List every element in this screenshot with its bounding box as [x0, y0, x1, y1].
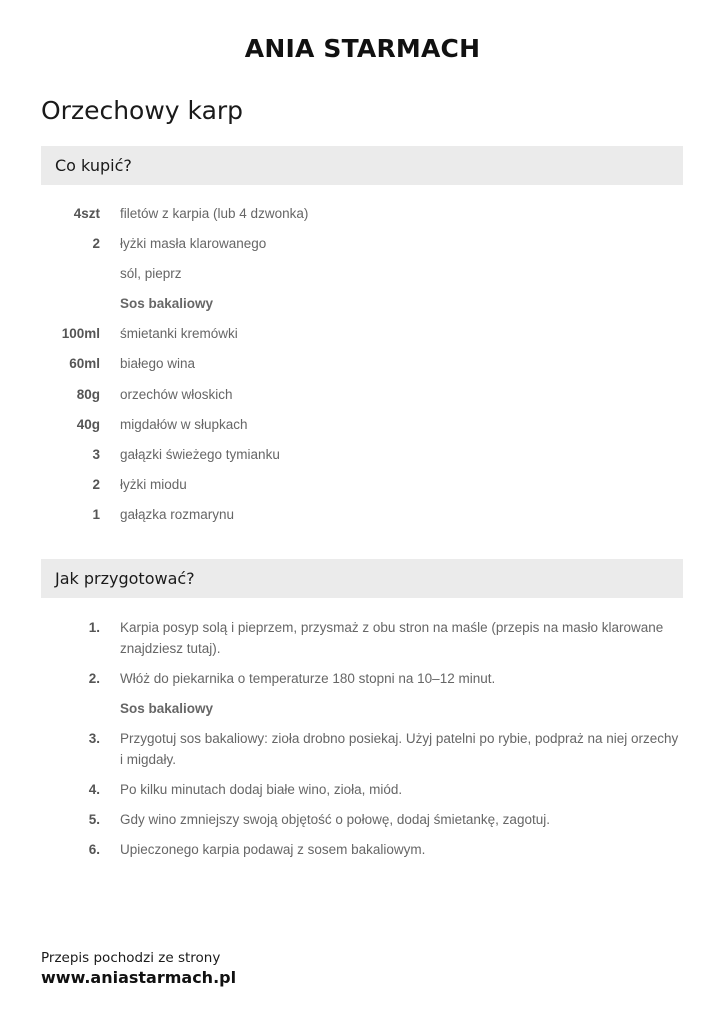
step-text: Przygotuj sos bakaliowy: zioła drobno posiekaj. Użyj patelni po rybie, podpraż na niej orzechy i migdały.	[120, 731, 679, 767]
step-item	[41, 779, 683, 800]
ingredient-name: filetów z karpia (lub 4 dzwonka)	[120, 206, 309, 221]
step-text: Sos bakaliowy	[120, 701, 214, 716]
ingredient-quantity: 60ml	[69, 356, 100, 372]
ingredient-name: sól, pieprz	[120, 266, 182, 282]
ingredient-item	[41, 380, 683, 410]
ingredient-item	[41, 229, 683, 259]
ingredient-item	[41, 410, 683, 440]
step-text: Gdy wino zmniejszy swoją objętość o połowę, dodaj śmietankę, zagotuj.	[120, 812, 550, 827]
preparation-section-header: Jak przygotować?	[41, 559, 683, 598]
ingredient-quantity: 100ml	[61, 326, 100, 342]
ingredient-item	[41, 500, 683, 530]
step-number: 2.	[88, 671, 100, 686]
step-item	[41, 668, 683, 689]
preparation-steps-list	[41, 617, 683, 869]
ingredient-name: białego wina	[120, 356, 196, 372]
footer-source-label: Przepis pochodzi ze strony	[41, 950, 221, 966]
ingredient-item	[41, 199, 683, 229]
ingredient-list	[41, 199, 683, 530]
ingredient-name: śmietanki kremówki	[120, 326, 238, 342]
ingredient-name: migdałów w słupkach	[120, 416, 248, 432]
step-item	[41, 728, 683, 770]
ingredient-item	[41, 470, 683, 500]
ingredient-name: Sos bakaliowy	[120, 296, 214, 312]
ingredient-name: łyżki masła klarowanego	[120, 236, 267, 252]
ingredient-quantity: 2	[92, 236, 100, 252]
ingredient-name: gałązki świeżego tymianku	[120, 446, 280, 462]
ingredient-quantity: 80g	[76, 386, 100, 402]
recipe-title: Orzechowy karp	[41, 96, 244, 125]
footer-site-link[interactable]: www.aniastarmach.pl	[41, 968, 237, 987]
step-text: Włóż do piekarnika o temperaturze 180 stopni na 10–12 minut.	[120, 671, 496, 686]
ingredient-subheading	[41, 289, 683, 319]
step-item	[41, 839, 683, 860]
ingredient-quantity: 4szt	[73, 206, 100, 221]
step-number: 3.	[88, 731, 100, 746]
ingredient-name: łyżki miodu	[120, 476, 187, 492]
ingredient-item	[41, 319, 683, 349]
step-text: Upieczonego karpia podawaj z sosem bakaliowym.	[120, 842, 426, 857]
step-item	[41, 617, 683, 659]
ingredient-quantity: 1	[92, 506, 100, 522]
ingredient-quantity: 2	[92, 476, 100, 492]
ingredient-name: gałązka rozmarynu	[120, 506, 235, 522]
step-number: 1.	[88, 620, 100, 635]
brand-title: ANIA STARMACH	[244, 34, 481, 63]
step-text: Po kilku minutach dodaj białe wino, zioła, miód.	[120, 782, 403, 797]
shopping-section-header: Co kupić?	[41, 146, 683, 185]
step-number: 4.	[88, 782, 100, 797]
step-number: 5.	[88, 812, 100, 827]
step-number: 6.	[88, 842, 100, 857]
ingredient-item	[41, 349, 683, 379]
step-text: Karpia posyp solą i pieprzem, przysmaż z obu stron na maśle (przepis na masło klarowane znajdziesz tutaj).	[120, 620, 664, 656]
step-item	[41, 809, 683, 830]
step-subheading	[41, 698, 683, 719]
ingredient-name: orzechów włoskich	[120, 386, 233, 402]
ingredient-item	[41, 440, 683, 470]
ingredient-quantity: 3	[92, 446, 100, 462]
ingredient-item	[41, 259, 683, 289]
ingredient-quantity: 40g	[76, 416, 100, 432]
